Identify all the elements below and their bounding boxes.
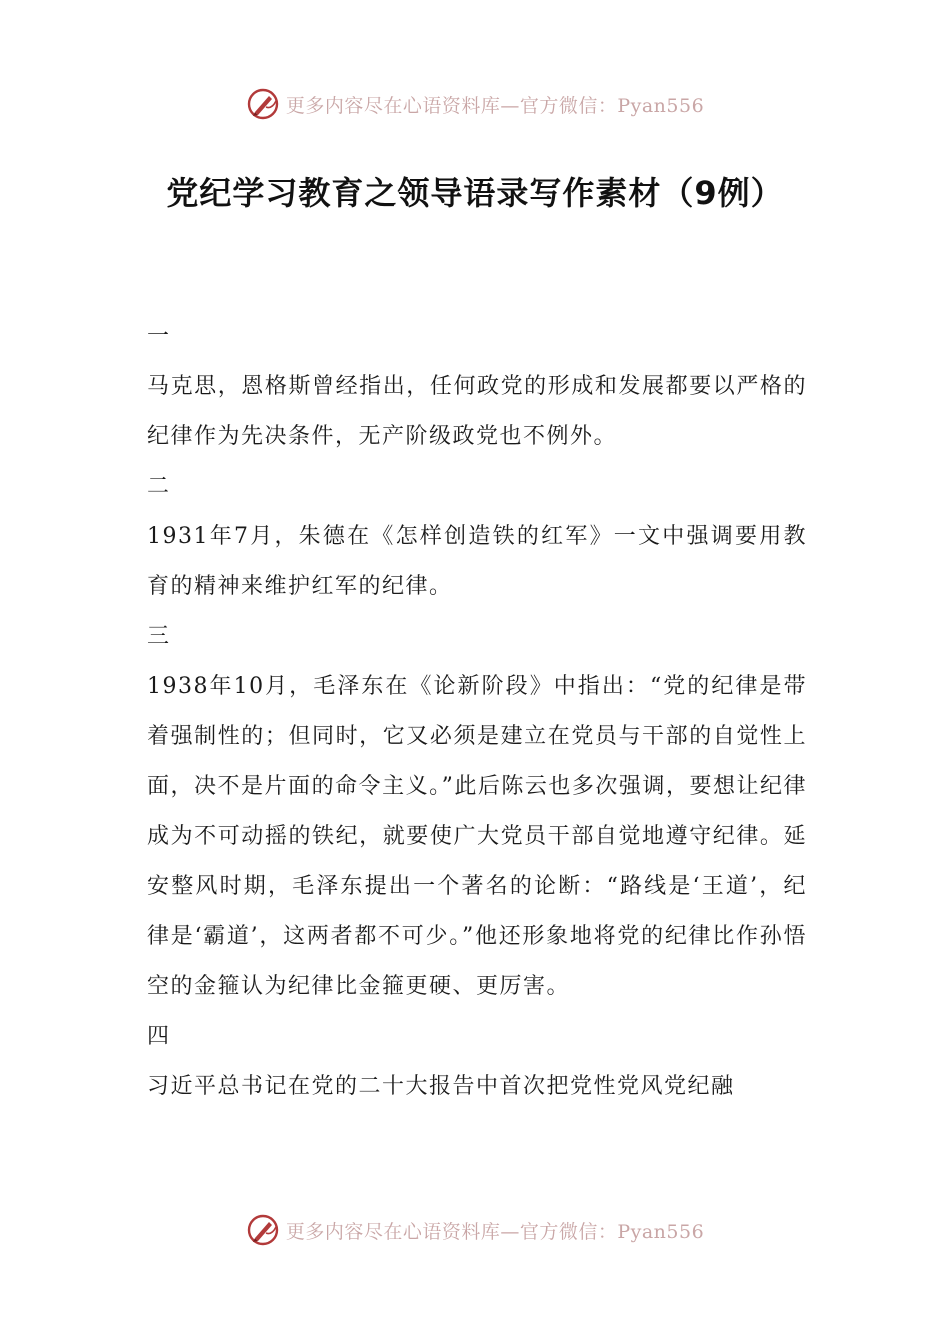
watermark-text: 更多内容尽在心语资料库—官方微信：Pyan556 <box>285 1220 705 1243</box>
section-marker-3: 三 <box>147 624 171 649</box>
document-title: 党纪学习教育之领导语录写作素材（9例） <box>166 174 784 212</box>
watermark-banner-bottom <box>0 1210 950 1250</box>
section-paragraph-1: 马克思，恩格斯曾经指出，任何政党的形成和发展都要以严格的纪律作为先决条件，无产阶级政党也不例外。 <box>147 374 807 449</box>
watermark-text: 更多内容尽在心语资料库—官方微信：Pyan556 <box>285 94 705 117</box>
section-marker-1: 一 <box>147 324 171 349</box>
pen-circle-logo-icon <box>246 1213 280 1247</box>
section-paragraph-3: 1938年10月，毛泽东在《论新阶段》中指出：“党的纪律是带着强制性的；但同时，它又必须是建立在党员与干部的自觉性上面，决不是片面的命令主义。”此后陈云也多次强调，要想让纪律成为不可动摇的铁纪，就要使广大党员干部自觉地遵守纪律。延安整风时期，毛泽东提出一个著名的论断：“路线是‘王道’，纪律是‘霸道’，这两者都不可少。”他还形象地将党的纪律比作孙悟空的金箍认为纪律比金箍更硬、更厉害。 <box>147 674 807 999</box>
section-marker-2: 二 <box>147 474 171 499</box>
section-paragraph-4: 习近平总书记在党的二十大报告中首次把党性党风党纪融 <box>147 1074 735 1099</box>
watermark-banner-top <box>0 84 950 124</box>
pen-circle-logo-icon <box>246 87 280 121</box>
section-marker-4: 四 <box>147 1024 171 1049</box>
document-body <box>147 312 807 1112</box>
section-paragraph-2: 1931年7月，朱德在《怎样创造铁的红军》一文中强调要用教育的精神来维护红军的纪律。 <box>147 524 807 599</box>
